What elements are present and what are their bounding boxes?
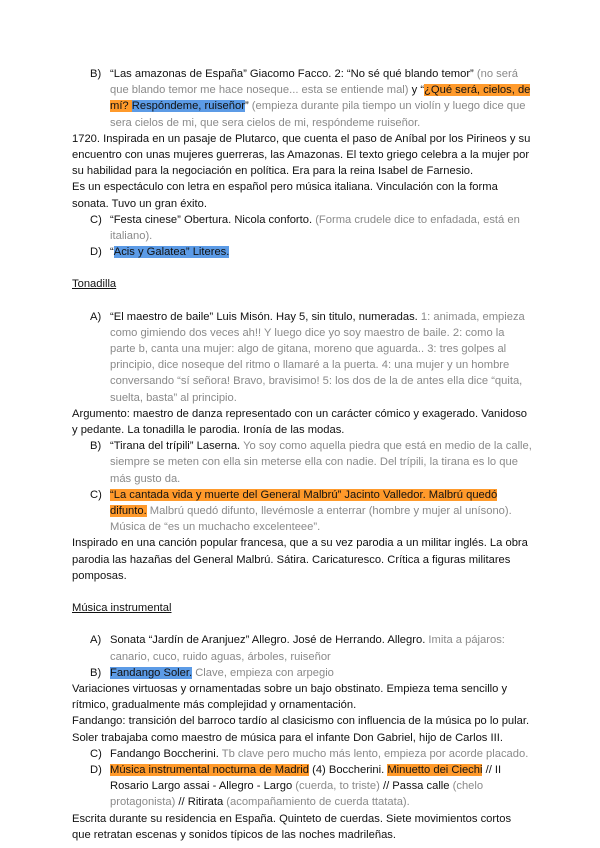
highlight-blue: Fandango Soler.: [110, 666, 193, 679]
list-item-b-tirana: [90, 438, 532, 487]
list-label: C): [90, 213, 102, 226]
item-text: (4) Boccherini.: [308, 763, 388, 776]
item-text: // Ritirata: [175, 796, 224, 809]
item-note: Malbrú quedó difunto, llevémosle a enterrar (hombre y mujer al unísono). Música de “es un muchacho excelenteee”.: [110, 505, 512, 534]
paragraph: Escrita durante su residencia en España. Quinteto de cuerdas. Siete movimientos cortos que retratan escenas y sonidos típicos de las noches madrileñas.: [72, 812, 512, 841]
paragraph: Variaciones virtuosas y ornamentadas sobre un bajo obstinato. Empieza tema sencillo y rítmico, gradualmente más complejidad y ornamentación.: [72, 682, 508, 712]
list-item-d-acis-galatea: [90, 244, 532, 260]
list-label: B): [90, 440, 102, 453]
item-title: “Las amazonas de España” Giacomo Facco. 2: “No sé qué blando temor”: [110, 68, 474, 80]
list-item-c-malbru: [90, 487, 532, 536]
item-title: Fandango Boccherini.: [110, 747, 219, 760]
highlight-blue: Acis y Galatea” Literes.: [113, 246, 230, 259]
item-title: “Tirana del trípili” Laserna.: [110, 440, 241, 453]
item-text: ”: [244, 100, 249, 113]
list-label: B): [90, 666, 102, 679]
list-item-d-musica-nocturna: [90, 762, 532, 811]
item-note: (acompañamiento de cuerda ttatata).: [223, 796, 410, 809]
item-note: (chelo protagonista): [110, 780, 484, 809]
item-note: Tb clave pero mucho más lento, empieza por acorde placado.: [218, 747, 529, 760]
list-item-a-sonata: [90, 632, 532, 664]
highlight-orange: “La cantada vida y muerte del General Malbrú” Jacinto Valledor. Malbrú quedó difunto.: [110, 488, 498, 518]
list-item-b-fandango-soler: [90, 665, 532, 681]
item-note: Imita a pájaros: canario, cuco, ruido aguas, árboles, ruiseñor: [110, 634, 505, 663]
document-page: [72, 66, 532, 843]
list-label: D): [90, 763, 102, 776]
section-heading-tonadilla: Tonadilla: [72, 278, 117, 291]
list-label: B): [90, 68, 102, 80]
item-note: (empieza durante pila tiempo un violín y luego dice que sera cielos de mi, que sera cielos de mi, respóndeme ruiseñor.: [110, 100, 526, 129]
item-text: “: [110, 246, 114, 259]
list-item-c-fandango-boccherini: [90, 746, 532, 762]
item-note: Yo soy como aquella piedra que está en medio de la calle, siempre se meten con ella sin meterse ella con nadie. Del trípili, la tirana es lo que más gusto da.: [110, 440, 532, 485]
paragraph: Fandango: transición del barroco tardío al clasicismo con influencia de la música po lo pular. Soler trabajaba como maestro de música para el infante Don Gabriel, hijo de Carlos III.: [72, 715, 530, 744]
item-note: (no será que blando temor me hace noseque... esta se entiende mal): [110, 68, 518, 97]
list-label: D): [90, 246, 102, 259]
item-text: // Passa calle: [379, 780, 450, 793]
item-note: (cuerda, to triste): [292, 780, 380, 793]
highlight-orange: ¿Qué será, cielos, de mí?: [110, 84, 531, 113]
list-label: C): [90, 488, 102, 501]
list-item-a-maestro-baile: [90, 309, 532, 406]
list-label: A): [90, 634, 102, 647]
item-note: Clave, empieza con arpegio: [192, 666, 334, 679]
paragraph: Inspirado en una canción popular francesa, que a su vez parodia a un militar inglés. La obra parodia las hazañas del General Malbrú. Sátira. Caricaturesco. Crítica a figuras militares pomposas.: [72, 537, 528, 582]
item-note: 1: animada, empieza como gimiendo dos veces ah!! Y luego dice yo soy maestro de baile. 2: como la parte b, canta una mujer: algo de gitana, moreno que aguarda.. 3: tres golpes al principio, dice noseque del ritmo o llamaré a la puerta. 4: una mujer y un hombre conversando “sí señora! Bravo, bravisimo! 5: los dos de la de antes ella dice “quita, suelta, basta” al principio.: [110, 310, 525, 404]
highlight-blue: Respóndeme, ruiseñor: [131, 100, 245, 113]
paragraph: Es un espectáculo con letra en español pero música italiana. Vinculación con la forma sonata. Tuvo un gran éxito.: [72, 181, 498, 210]
list-item-c-festa-cinese: [90, 212, 532, 244]
item-title: “Festa cinese” Obertura. Nicola conforto.: [110, 213, 313, 226]
list-label: A): [90, 310, 102, 323]
section-heading-musica-instrumental: Música instrumental: [72, 602, 172, 615]
highlight-orange: Música instrumental nocturna de Madrid: [110, 763, 309, 776]
item-note: (Forma crudele dice to enfadada, está en italiano).: [110, 213, 520, 243]
item-title: “El maestro de baile” Luis Misón. Hay 5, sin titulo, numeradas.: [110, 310, 418, 323]
paragraph: 1720. Inspirada en un pasaje de Plutarco, que cuenta el paso de Aníbal por los Pirineos y su encuentro con unas mujeres guerreras, las Amazonas. El texto griego celebra a la mujer por su habilidad para la negociación en política. Era para la reina Isabel de Farnesio.: [72, 132, 531, 178]
item-title: Sonata “Jardín de Aranjuez” Allegro. José de Herrando. Allegro.: [110, 634, 426, 647]
item-text: y “: [408, 84, 425, 97]
paragraph: Argumento: maestro de danza representado con un carácter cómico y exagerado. Vanidoso y pedante. La tonadilla le parodia. Ironía de las modas.: [72, 407, 528, 437]
list-label: C): [90, 747, 102, 760]
item-text: // II Rosario Largo assai - Allegro - Largo: [110, 763, 502, 793]
list-item-b-amazonas: [90, 66, 532, 131]
highlight-orange: Minuetto dei Ciechi: [387, 763, 483, 776]
